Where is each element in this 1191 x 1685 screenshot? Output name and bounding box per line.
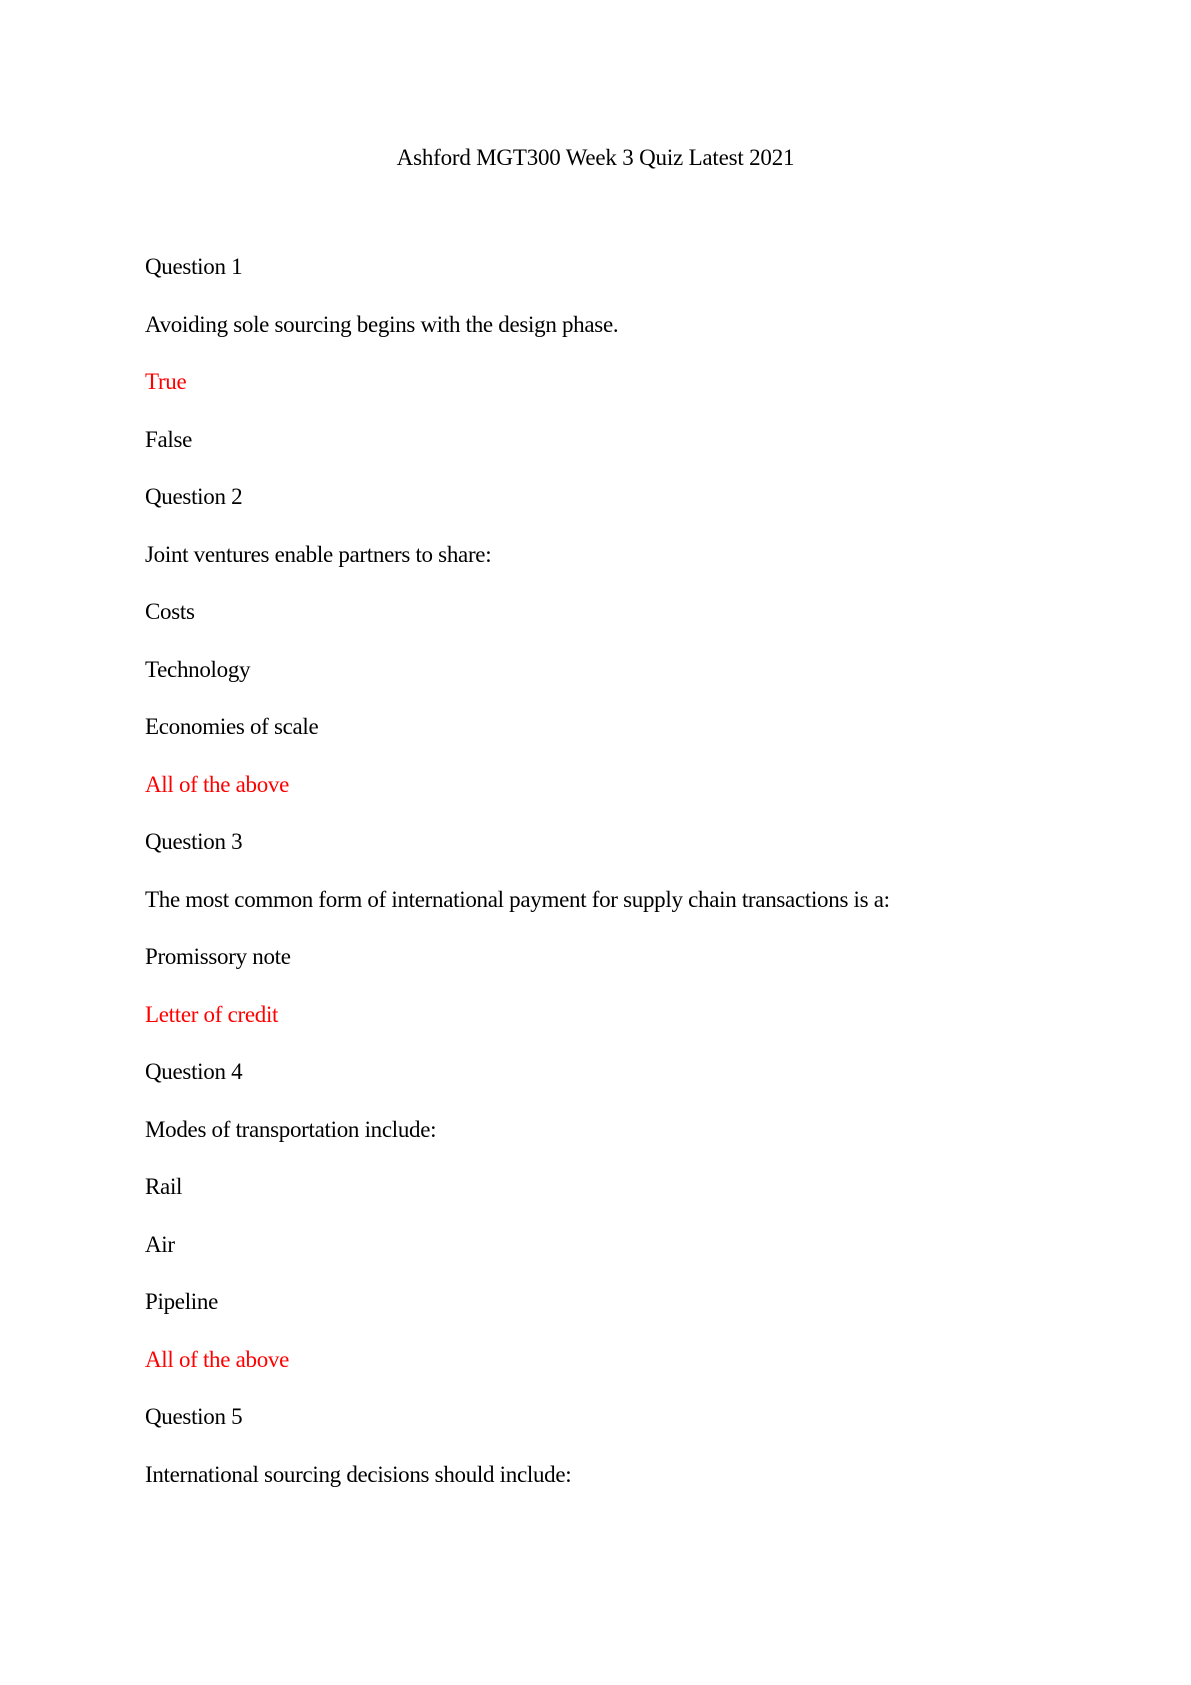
answer-option-correct: All of the above <box>145 1346 290 1372</box>
answer-option-correct: True <box>145 369 187 394</box>
answer-option: Air <box>145 1231 175 1257</box>
answer-option: Economies of scale <box>145 714 319 739</box>
question-label: Question 5 <box>145 1404 243 1429</box>
answer-option: Pipeline <box>145 1289 218 1314</box>
question-prompt: Avoiding sole sourcing begins with the design phase. <box>145 311 619 337</box>
question-label: Question 1 <box>145 254 243 279</box>
question-prompt: Modes of transportation include: <box>145 1116 437 1142</box>
answer-option-correct: All of the above <box>145 771 290 797</box>
question-label: Question 3 <box>145 829 243 854</box>
question-prompt: The most common form of international payment for supply chain transactions is a: <box>145 886 890 912</box>
answer-option: Technology <box>145 656 251 682</box>
answer-option: Rail <box>145 1174 183 1199</box>
quiz-content <box>145 253 1095 1518</box>
question-prompt: Joint ventures enable partners to share: <box>145 541 492 567</box>
answer-option: Promissory note <box>145 944 291 969</box>
answer-option: Costs <box>145 599 195 624</box>
question-label: Question 4 <box>145 1059 243 1084</box>
answer-option: False <box>145 426 193 452</box>
question-prompt: International sourcing decisions should include: <box>145 1461 572 1487</box>
document-title: Ashford MGT300 Week 3 Quiz Latest 2021 <box>396 145 795 170</box>
answer-option-correct: Letter of credit <box>145 1001 279 1027</box>
question-label: Question 2 <box>145 484 243 509</box>
